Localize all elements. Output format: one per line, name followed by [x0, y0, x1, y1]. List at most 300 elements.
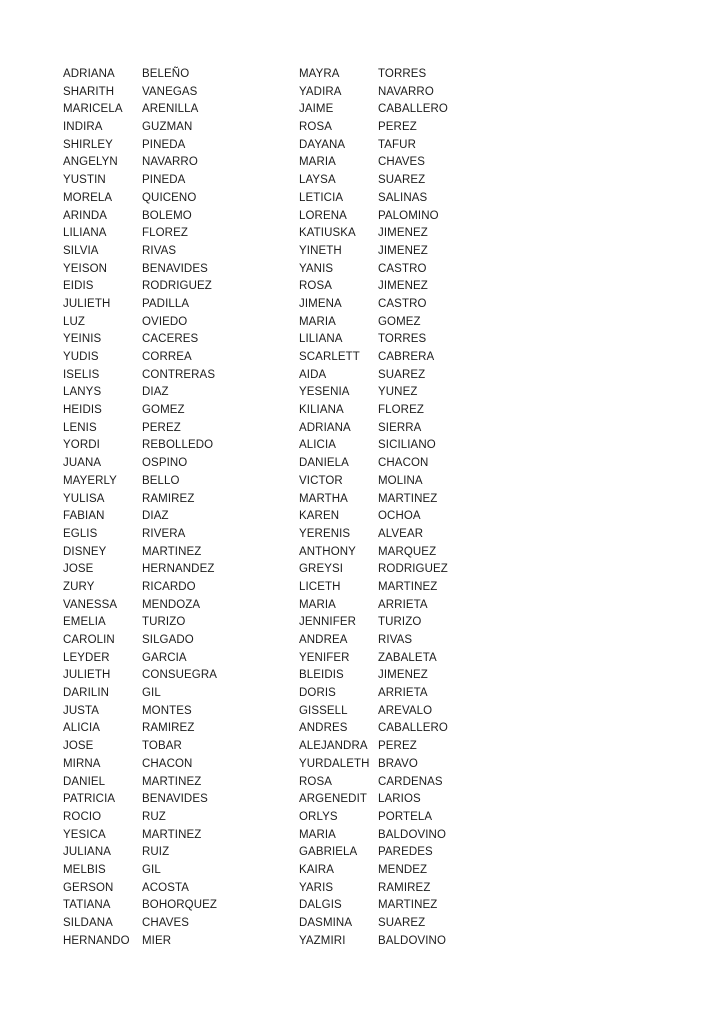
last-name: GIL	[142, 863, 161, 876]
first-name: DORIS	[299, 687, 336, 700]
name-row	[299, 827, 448, 845]
last-name: TORRES	[378, 68, 427, 80]
names-column-right	[299, 66, 448, 950]
first-name: ALICIA	[299, 439, 337, 452]
first-name: JULIETH	[63, 297, 111, 310]
first-name: YANIS	[299, 262, 334, 275]
name-row	[63, 597, 217, 615]
name-row	[299, 66, 448, 84]
first-name: MELBIS	[63, 863, 106, 876]
name-row	[299, 314, 448, 332]
name-row	[299, 455, 448, 473]
first-name: ADRIANA	[63, 68, 115, 80]
name-row	[299, 809, 448, 827]
first-name: DASMINA	[299, 917, 353, 929]
first-name: MORELA	[63, 191, 113, 204]
first-name: MAYRA	[299, 68, 340, 80]
last-name: PEREZ	[142, 421, 181, 434]
last-name: NAVARRO	[378, 85, 434, 98]
last-name: GIL	[142, 687, 161, 700]
last-name: CABALLERO	[378, 103, 448, 116]
names-column-left	[63, 66, 217, 950]
last-name: RUIZ	[142, 846, 170, 859]
name-row	[299, 225, 448, 243]
first-name: YINETH	[299, 244, 342, 257]
name-row	[63, 225, 217, 243]
first-name: YURDALETH	[299, 757, 370, 770]
last-name: RICARDO	[142, 580, 196, 593]
first-name: ROSA	[299, 775, 332, 788]
name-row	[63, 650, 217, 668]
name-row	[299, 915, 448, 933]
name-row	[63, 154, 217, 172]
first-name: MARIA	[299, 828, 336, 841]
first-name: LORENA	[299, 209, 347, 222]
first-name: EIDIS	[63, 280, 94, 293]
last-name: BALDOVINO	[378, 828, 447, 841]
last-name: ARENILLA	[142, 103, 199, 116]
name-row	[299, 614, 448, 632]
first-name: YUDIS	[63, 351, 99, 363]
first-name: AIDA	[299, 368, 327, 381]
first-name: YORDI	[63, 439, 100, 452]
name-row	[63, 384, 217, 402]
name-row	[299, 491, 448, 509]
last-name: MENDOZA	[142, 598, 201, 611]
first-name: PATRICIA	[63, 793, 116, 806]
first-name: KILIANA	[299, 404, 344, 417]
name-row	[299, 172, 448, 190]
first-name: MARIA	[299, 156, 336, 169]
last-name: CHACON	[378, 457, 429, 470]
first-name: YENIFER	[299, 651, 350, 664]
first-name: LEYDER	[63, 651, 110, 664]
last-name: TOBAR	[142, 740, 182, 753]
name-row	[63, 667, 217, 685]
last-name: DIAZ	[142, 510, 169, 523]
name-row	[299, 384, 448, 402]
name-row	[63, 880, 217, 898]
first-name: KAIRA	[299, 863, 335, 876]
name-row	[63, 738, 217, 756]
last-name: GARCIA	[142, 651, 187, 664]
last-name: MOLINA	[378, 474, 423, 487]
last-name: BOHORQUEZ	[142, 899, 218, 912]
first-name: EMELIA	[63, 616, 106, 629]
last-name: ARRIETA	[378, 687, 428, 700]
first-name: JOSE	[63, 740, 94, 753]
first-name: ADRIANA	[299, 421, 351, 434]
first-name: LANYS	[63, 386, 102, 399]
first-name: BLEIDIS	[299, 669, 344, 682]
name-row	[299, 897, 448, 915]
first-name: ANGELYN	[63, 156, 118, 169]
name-row	[299, 437, 448, 455]
first-name: DARILIN	[63, 687, 110, 700]
name-row	[299, 597, 448, 615]
name-row	[299, 473, 448, 491]
first-name: YESENIA	[299, 386, 350, 399]
last-name: BOLEMO	[142, 209, 192, 222]
first-name: ZURY	[63, 580, 95, 593]
name-row	[63, 84, 217, 102]
last-name: MONTES	[142, 704, 192, 717]
last-name: GOMEZ	[142, 404, 185, 417]
first-name: HERNANDO	[63, 934, 130, 947]
first-name: ANTHONY	[299, 545, 356, 558]
last-name: PEREZ	[378, 121, 417, 134]
name-row	[63, 331, 217, 349]
name-row	[299, 774, 448, 792]
last-name: RAMIREZ	[142, 722, 195, 735]
last-name: PORTELA	[378, 810, 433, 823]
first-name: YESICA	[63, 828, 106, 841]
name-row	[299, 349, 448, 367]
last-name: SICILIANO	[378, 439, 436, 452]
last-name: SUAREZ	[378, 174, 426, 187]
first-name: YAZMIRI	[299, 934, 346, 947]
last-name: TORRES	[378, 333, 427, 346]
name-row	[299, 650, 448, 668]
last-name: RODRIGUEZ	[142, 280, 212, 293]
name-row	[63, 101, 217, 119]
name-row	[63, 420, 217, 438]
first-name: JULIETH	[63, 669, 111, 682]
name-row	[299, 119, 448, 137]
name-row	[299, 933, 448, 951]
last-name: JIMENEZ	[378, 227, 428, 240]
last-name: CHAVES	[378, 156, 426, 169]
name-row	[63, 508, 217, 526]
last-name: SUAREZ	[378, 917, 426, 929]
last-name: QUICENO	[142, 191, 197, 204]
last-name: JIMENEZ	[378, 669, 428, 682]
name-row	[299, 544, 448, 562]
name-row	[63, 933, 217, 951]
first-name: DAYANA	[299, 138, 346, 151]
name-row	[63, 756, 217, 774]
name-row	[299, 190, 448, 208]
last-name: FLOREZ	[378, 404, 424, 417]
first-name: DALGIS	[299, 899, 342, 912]
last-name: RODRIGUEZ	[378, 563, 448, 576]
last-name: PADILLA	[142, 297, 190, 310]
first-name: LETICIA	[299, 191, 344, 204]
name-row	[299, 420, 448, 438]
first-name: ARINDA	[63, 209, 108, 222]
last-name: OSPINO	[142, 457, 188, 470]
name-row	[63, 296, 217, 314]
first-name: MARIA	[299, 598, 336, 611]
name-row	[63, 119, 217, 137]
name-row	[299, 154, 448, 172]
last-name: CASTRO	[378, 297, 427, 310]
last-name: CABRERA	[378, 351, 435, 363]
name-row	[63, 614, 217, 632]
first-name: ROSA	[299, 280, 332, 293]
last-name: SUAREZ	[378, 368, 426, 381]
name-row	[63, 561, 217, 579]
first-name: JIMENA	[299, 297, 342, 310]
first-name: ALEJANDRA	[299, 740, 368, 753]
last-name: MARTINEZ	[378, 899, 438, 912]
first-name: ORLYS	[299, 810, 338, 823]
name-row	[63, 243, 217, 261]
name-row	[299, 261, 448, 279]
last-name: BALDOVINO	[378, 934, 447, 947]
last-name: CACERES	[142, 333, 199, 346]
first-name: KATIUSKA	[299, 227, 356, 240]
name-row	[299, 667, 448, 685]
name-row	[299, 367, 448, 385]
first-name: ARGENEDIT	[299, 793, 367, 806]
last-name: BENAVIDES	[142, 793, 208, 806]
name-row	[63, 844, 217, 862]
first-name: ANDREA	[299, 634, 348, 646]
first-name: MARTHA	[299, 492, 348, 505]
name-row	[63, 579, 217, 597]
last-name: BRAVO	[378, 757, 418, 770]
name-row	[63, 862, 217, 880]
first-name: INDIRA	[63, 121, 103, 134]
name-row	[63, 367, 217, 385]
last-name: NAVARRO	[142, 156, 198, 169]
first-name: YADIRA	[299, 85, 342, 98]
first-name: LAYSA	[299, 174, 336, 187]
name-row	[63, 827, 217, 845]
name-row	[63, 791, 217, 809]
last-name: PALOMINO	[378, 209, 439, 222]
name-row	[63, 915, 217, 933]
first-name: LICETH	[299, 580, 341, 593]
last-name: MARQUEZ	[378, 545, 437, 558]
name-row	[299, 526, 448, 544]
last-name: ALVEAR	[378, 527, 424, 540]
last-name: PAREDES	[378, 846, 433, 859]
name-row	[299, 720, 448, 738]
last-name: CONSUEGRA	[142, 669, 218, 682]
name-row	[63, 897, 217, 915]
last-name: OCHOA	[378, 510, 421, 523]
last-name: CASTRO	[378, 262, 427, 275]
last-name: CABALLERO	[378, 722, 448, 735]
last-name: GOMEZ	[378, 315, 421, 328]
first-name: SCARLETT	[299, 351, 360, 363]
first-name: GISSELL	[299, 704, 348, 717]
last-name: CHACON	[142, 757, 193, 770]
last-name: RAMIREZ	[378, 881, 431, 894]
first-name: VICTOR	[299, 474, 343, 487]
first-name: VANESSA	[63, 598, 118, 611]
first-name: MARIA	[299, 315, 336, 328]
last-name: MARTINEZ	[142, 828, 202, 841]
name-row	[63, 809, 217, 827]
last-name: CHAVES	[142, 917, 190, 929]
name-row	[63, 437, 217, 455]
name-row	[299, 101, 448, 119]
last-name: CORREA	[142, 351, 192, 363]
last-name: BENAVIDES	[142, 262, 208, 275]
first-name: EGLIS	[63, 527, 98, 540]
name-row	[63, 278, 217, 296]
name-row	[299, 791, 448, 809]
last-name: YUNEZ	[378, 386, 418, 399]
name-row	[299, 756, 448, 774]
last-name: MIER	[142, 934, 172, 947]
name-row	[299, 632, 448, 650]
name-row	[63, 544, 217, 562]
first-name: JUSTA	[63, 704, 100, 717]
name-row	[63, 402, 217, 420]
first-name: LENIS	[63, 421, 97, 434]
first-name: MARICELA	[63, 103, 123, 116]
name-row	[299, 738, 448, 756]
first-name: LILIANA	[63, 227, 107, 240]
first-name: JULIANA	[63, 846, 111, 859]
last-name: SALINAS	[378, 191, 428, 204]
first-name: LUZ	[63, 315, 86, 328]
last-name: RAMIREZ	[142, 492, 195, 505]
name-row	[299, 862, 448, 880]
first-name: ISELIS	[63, 368, 100, 381]
last-name: MENDEZ	[378, 863, 428, 876]
name-row	[299, 880, 448, 898]
name-row	[299, 508, 448, 526]
name-row	[63, 314, 217, 332]
name-row	[299, 296, 448, 314]
name-row	[63, 703, 217, 721]
name-row	[299, 402, 448, 420]
first-name: KAREN	[299, 510, 340, 523]
last-name: CONTRERAS	[142, 368, 216, 381]
first-name: FABIAN	[63, 510, 105, 523]
name-row	[299, 703, 448, 721]
last-name: TAFUR	[378, 138, 416, 151]
first-name: JAIME	[299, 103, 334, 116]
last-name: ACOSTA	[142, 881, 190, 894]
name-row	[63, 473, 217, 491]
first-name: YEINIS	[63, 333, 102, 346]
first-name: ROSA	[299, 121, 332, 134]
first-name: HEIDIS	[63, 404, 102, 417]
first-name: GREYSI	[299, 563, 344, 576]
last-name: SIERRA	[378, 421, 422, 434]
first-name: YUSTIN	[63, 174, 106, 187]
first-name: YERENIS	[299, 527, 351, 540]
first-name: JUANA	[63, 457, 102, 470]
first-name: DANIELA	[299, 457, 349, 470]
name-row	[299, 685, 448, 703]
first-name: GABRIELA	[299, 846, 358, 859]
name-row	[299, 208, 448, 226]
last-name: HERNANDEZ	[142, 563, 215, 576]
name-row	[63, 632, 217, 650]
name-row	[63, 491, 217, 509]
name-row	[299, 331, 448, 349]
last-name: BELLO	[142, 474, 180, 487]
last-name: DIAZ	[142, 386, 169, 399]
last-name: RIVERA	[142, 527, 186, 540]
first-name: YARIS	[299, 881, 334, 894]
first-name: SILVIA	[63, 244, 99, 257]
first-name: ANDRES	[299, 722, 348, 735]
last-name: PEREZ	[378, 740, 417, 753]
last-name: MARTINEZ	[142, 775, 202, 788]
name-row	[63, 455, 217, 473]
name-row	[299, 278, 448, 296]
first-name: YEISON	[63, 262, 108, 275]
first-name: ALICIA	[63, 722, 101, 735]
first-name: CAROLIN	[63, 634, 115, 646]
last-name: JIMENEZ	[378, 244, 428, 257]
name-row	[63, 685, 217, 703]
name-row	[63, 66, 217, 84]
last-name: MARTINEZ	[142, 545, 202, 558]
first-name: SILDANA	[63, 917, 113, 929]
name-row	[63, 774, 217, 792]
last-name: JIMENEZ	[378, 280, 428, 293]
last-name: CARDENAS	[378, 775, 443, 788]
last-name: SILGADO	[142, 634, 194, 646]
name-row	[63, 172, 217, 190]
first-name: MIRNA	[63, 757, 101, 770]
name-row	[63, 137, 217, 155]
first-name: DANIEL	[63, 775, 106, 788]
last-name: GUZMAN	[142, 121, 193, 134]
name-row	[63, 349, 217, 367]
name-row	[63, 526, 217, 544]
name-row	[63, 208, 217, 226]
first-name: SHARITH	[63, 85, 115, 98]
name-row	[299, 561, 448, 579]
last-name: PINEDA	[142, 174, 186, 187]
first-name: MAYERLY	[63, 474, 117, 487]
last-name: RUZ	[142, 810, 166, 823]
first-name: DISNEY	[63, 545, 107, 558]
last-name: LARIOS	[378, 793, 421, 806]
first-name: JOSE	[63, 563, 94, 576]
first-name: JENNIFER	[299, 616, 357, 629]
last-name: TURIZO	[378, 616, 422, 629]
last-name: RIVAS	[378, 634, 413, 646]
name-row	[299, 579, 448, 597]
last-name: OVIEDO	[142, 315, 188, 328]
first-name: GERSON	[63, 881, 114, 894]
first-name: TATIANA	[63, 899, 111, 912]
last-name: MARTINEZ	[378, 492, 438, 505]
last-name: REBOLLEDO	[142, 439, 214, 452]
last-name: ZABALETA	[378, 651, 437, 664]
name-row	[299, 844, 448, 862]
name-row	[299, 243, 448, 261]
name-row	[299, 84, 448, 102]
last-name: TURIZO	[142, 616, 186, 629]
last-name: VANEGAS	[142, 85, 198, 98]
name-row	[63, 261, 217, 279]
first-name: YULISA	[63, 492, 105, 505]
last-name: AREVALO	[378, 704, 433, 717]
last-name: BELEÑO	[142, 68, 190, 80]
name-row	[299, 137, 448, 155]
last-name: FLOREZ	[142, 227, 188, 240]
last-name: RIVAS	[142, 244, 177, 257]
last-name: PINEDA	[142, 138, 186, 151]
first-name: SHIRLEY	[63, 138, 113, 151]
first-name: ROCIO	[63, 810, 102, 823]
last-name: ARRIETA	[378, 598, 428, 611]
last-name: MARTINEZ	[378, 580, 438, 593]
name-row	[63, 720, 217, 738]
